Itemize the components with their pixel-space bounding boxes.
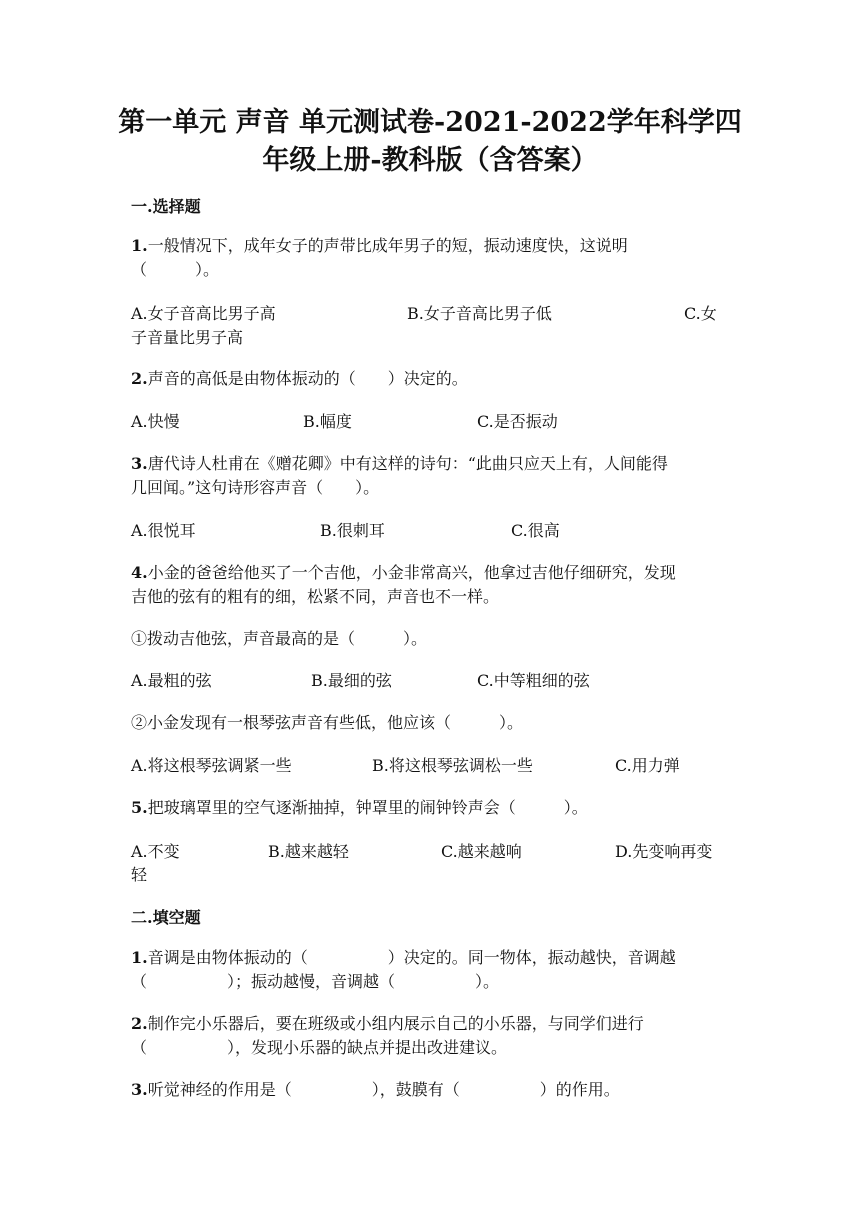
question-number: 2.: [131, 1014, 148, 1033]
fill-q1-line2: （ ）；振动越慢，音调越（ ）。: [131, 972, 500, 991]
choice-q1: [131, 234, 731, 258]
question-text: 把玻璃罩里的空气逐渐抽掉，钟罩里的闹钟铃声会（ ）。: [147, 798, 588, 817]
title-line-2: 年级上册-教科版（含答案）: [262, 145, 598, 176]
choice-q1-option-c: C.女: [684, 304, 717, 323]
choice-q5-option-a: A.不变: [131, 842, 180, 861]
question-number: 5.: [131, 798, 148, 817]
fill-q2: [131, 1012, 731, 1036]
choice-q3-option-b: B.很刺耳: [320, 521, 385, 540]
page-title: [110, 104, 750, 180]
section-heading-fill: 二.填空题: [131, 908, 201, 927]
choice-q5-option-d-wrap: 轻: [131, 865, 148, 884]
choice-q5-option-d: D.先变响再变: [615, 842, 713, 861]
choice-q2-option-b: B.幅度: [303, 412, 352, 431]
choice-q4-sub1-option-a: A.最粗的弦: [131, 671, 212, 690]
fill-q1: [131, 946, 731, 970]
choice-q1-option-c-wrap: 子音量比男子高: [131, 328, 244, 347]
choice-q2-option-c: C.是否振动: [477, 412, 558, 431]
question-number: 3.: [131, 454, 148, 473]
choice-q3: [131, 452, 731, 476]
fill-q2-line2: （ ），发现小乐器的缺点并提出改进建议。: [131, 1038, 508, 1057]
question-number: 1.: [131, 236, 148, 255]
choice-q3-line2: 几回闻。”这句诗形容声音（ ）。: [131, 478, 380, 497]
question-number: 1.: [131, 948, 148, 967]
choice-q5-option-c: C.越来越响: [441, 842, 522, 861]
choice-q1-option-a: A.女子音高比男子高: [131, 304, 276, 323]
question-text: 唐代诗人杜甫在《赠花卿》中有这样的诗句：“此曲只应天上有，人间能得: [147, 454, 668, 473]
choice-q4: [131, 561, 731, 585]
choice-q3-option-c: C.很高: [511, 521, 560, 540]
question-text: 音调是由物体振动的（ ）决定的。同一物体，振动越快，音调越: [147, 948, 676, 967]
choice-q4-sub1: ①拨动吉他弦，声音最高的是（ ）。: [131, 629, 428, 648]
question-text: 小金的爸爸给他买了一个吉他，小金非常高兴，他拿过吉他仔细研究，发现: [147, 563, 676, 582]
choice-q4-sub2-option-b: B.将这根琴弦调松一些: [372, 756, 533, 775]
question-text: 听觉神经的作用是（ ），鼓膜有（ ）的作用。: [147, 1080, 620, 1099]
choice-q5-option-b: B.越来越轻: [268, 842, 349, 861]
choice-q4-sub2-option-a: A.将这根琴弦调紧一些: [131, 756, 292, 775]
choice-q1-option-b: B.女子音高比男子低: [407, 304, 552, 323]
title-line-1: 第一单元 声音 单元测试卷-2021-2022学年科学四: [118, 107, 742, 138]
choice-q4-sub1-option-c: C.中等粗细的弦: [477, 671, 590, 690]
choice-q4-sub2-option-c: C.用力弹: [615, 756, 680, 775]
question-number: 2.: [131, 369, 148, 388]
question-text: 制作完小乐器后，要在班级或小组内展示自己的小乐器，与同学们进行: [147, 1014, 644, 1033]
choice-q4-sub1-option-b: B.最细的弦: [311, 671, 392, 690]
question-text: 一般情况下，成年女子的声带比成年男子的短，振动速度快，这说明: [147, 236, 628, 255]
question-number: 3.: [131, 1080, 148, 1099]
question-number: 4.: [131, 563, 148, 582]
choice-q2: [131, 367, 731, 391]
choice-q4-sub2: ②小金发现有一根琴弦声音有些低，他应该（ ）。: [131, 713, 524, 732]
choice-q4-line2: 吉他的弦有的粗有的细，松紧不同，声音也不一样。: [131, 587, 500, 606]
choice-q2-option-a: A.快慢: [131, 412, 180, 431]
question-text: 声音的高低是由物体振动的（ ）决定的。: [147, 369, 468, 388]
choice-q3-option-a: A.很悦耳: [131, 521, 196, 540]
choice-q1-line2: （ ）。: [131, 260, 220, 279]
section-heading-choice: 一.选择题: [131, 197, 201, 216]
choice-q5: [131, 796, 731, 820]
fill-q3: [131, 1078, 731, 1102]
